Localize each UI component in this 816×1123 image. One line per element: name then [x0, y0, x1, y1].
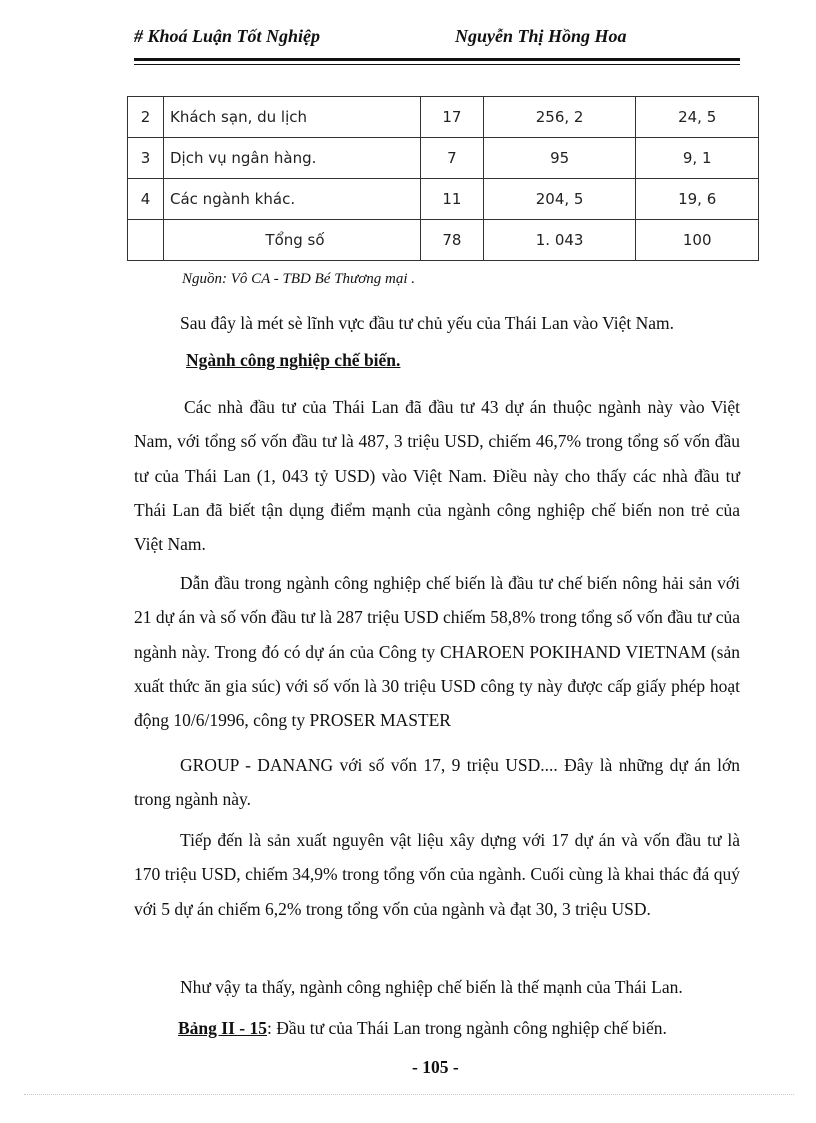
paragraph-2: Dẫn đầu trong ngành công nghiệp chế biến là đầu tư chế biến nông hải sản với 21 dự án và số vốn đầu tư là 287 triệu USD chiếm 58,8% trong tổng số vốn đầu tư của ngành này. Trong đó có dự án của Công ty CHAROEN POKIHAND VIETNAM (sản xuất thức ăn gia súc) với số vốn là 30 triệu USD công ty này được cấp giấy phép hoạt động 10/6/1996, công ty PROSER MASTER [134, 573, 740, 731]
total-projects: 78 [421, 220, 484, 261]
table-caption [178, 1018, 667, 1039]
row-projects: 7 [421, 138, 484, 179]
row-capital: 256, 2 [483, 97, 635, 138]
table-source: Nguồn: Vô CA - TBD Bé Thương mại . [182, 271, 415, 287]
row-sector: Dịch vụ ngân hàng. [164, 138, 421, 179]
total-percent: 100 [636, 220, 759, 261]
row-number: 4 [128, 179, 164, 220]
header-rule-thin [134, 64, 740, 65]
header-rule-thick [134, 58, 740, 61]
caption-label: Bảng II - 15 [178, 1018, 267, 1038]
table-row [128, 138, 759, 179]
investment-table [127, 96, 759, 261]
paragraph-1: Các nhà đầu tư của Thái Lan đã đầu tư 43 dự án thuộc ngành này vào Việt Nam, với tổng số vốn đầu tư là 487, 3 triệu USD, chiếm 46,7% trong tổng số vốn đầu tư của Thái Lan (1, 043 tỷ USD) vào Việt Nam. Điều này cho thấy các nhà đầu tư Thái Lan đã biết tận dụng điểm mạnh của ngành công nghiệp chế biến non trẻ của Việt Nam. [134, 397, 740, 555]
table-row [128, 179, 759, 220]
total-capital: 1. 043 [483, 220, 635, 261]
total-label: Tổng số [164, 220, 421, 261]
row-percent: 9, 1 [636, 138, 759, 179]
row-number: 2 [128, 97, 164, 138]
row-sector: Các ngành khác. [164, 179, 421, 220]
page-number: - 105 - [412, 1057, 459, 1077]
caption-text: : Đầu tư của Thái Lan trong ngành công nghiệp chế biến. [266, 1018, 667, 1038]
paragraph-4: Tiếp đến là sản xuất nguyên vật liệu xây dựng với 17 dự án và vốn đầu tư là 170 triệu USD, chiếm 34,9% trong tổng vốn của ngành. Cuối cùng là khai thác đá quý với 5 dự án chiếm 6,2% trong tổng vốn của ngành và đạt 30, 3 triệu USD. [134, 830, 740, 919]
row-capital: 204, 5 [483, 179, 635, 220]
table-total-row [128, 220, 759, 261]
row-projects: 11 [421, 179, 484, 220]
section-heading: Ngành công nghiệp chế biến. [186, 350, 401, 370]
table-row [128, 97, 759, 138]
header-title: # Khoá Luận Tốt Nghiệp [134, 26, 321, 46]
summary-sentence: Như vậy ta thấy, ngành công nghiệp chế biến là thế mạnh của Thái Lan. [180, 977, 683, 997]
row-capital: 95 [483, 138, 635, 179]
row-number: 3 [128, 138, 164, 179]
row-percent: 19, 6 [636, 179, 759, 220]
footer-dotted-line [24, 1094, 794, 1095]
total-number-empty [128, 220, 164, 261]
intro-sentence: Sau đây là mét sè lĩnh vực đầu tư chủ yếu của Thái Lan vào Việt Nam. [180, 313, 675, 333]
row-projects: 17 [421, 97, 484, 138]
row-percent: 24, 5 [636, 97, 759, 138]
paragraph-3: GROUP - DANANG với số vốn 17, 9 triệu USD.... Đây là những dự án lớn trong ngành này. [134, 755, 740, 810]
row-sector: Khách sạn, du lịch [164, 97, 421, 138]
header-author: Nguyễn Thị Hồng Hoa [455, 26, 627, 46]
